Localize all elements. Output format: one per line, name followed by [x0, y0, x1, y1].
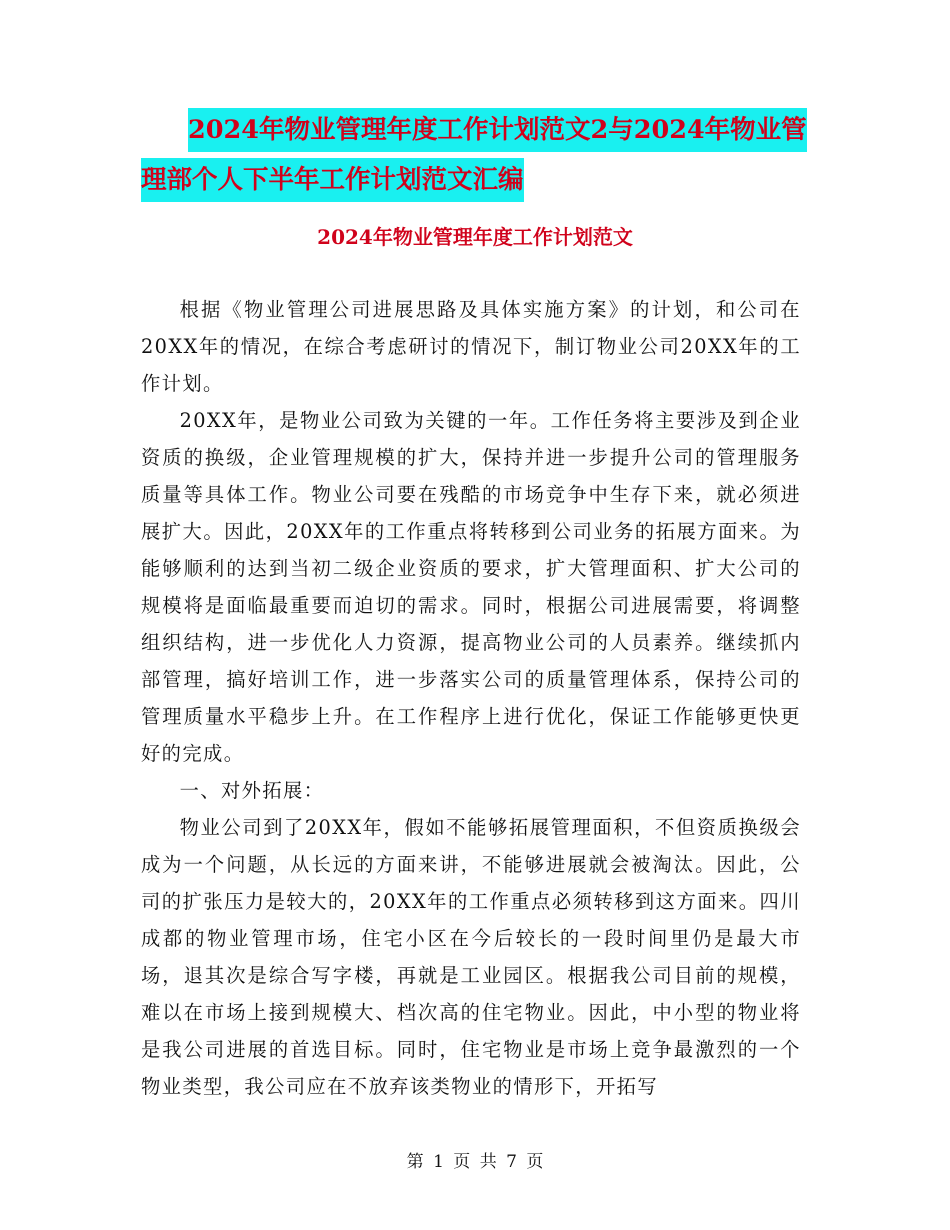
title-line-1: 2024年物业管理年度工作计划范文2与2024年物业管 [188, 108, 807, 152]
body-text [141, 291, 801, 1105]
page-footer: 第 1 页 共 7 页 [406, 1152, 544, 1172]
paragraph: 根据《物业管理公司进展思路及具体实施方案》的计划，和公司在20XX年的情况，在综合考虑研讨的情况下，制订物业公司20XX年的工作计划。 [141, 298, 801, 395]
paragraph: 物业公司到了20XX年，假如不能够拓展管理面积，不但资质换级会成为一个问题，从长远的方面来讲，不能够进展就会被淘汰。因此，公司的扩张压力是较大的，20XX年的工作重点必须转移到这方面来。四川成都的物业管理市场，住宅小区在今后较长的一段时间里仍是最大市场，退其次是综合写字楼，再就是工业园区。根据我公司目前的规模，难以在市场上接到规模大、档次高的住宅物业。因此，中小型的物业将是我公司进展的首选目标。同时，住宅物业是市场上竞争最激烈的一个物业类型，我公司应在不放弃该类物业的情形下，开拓写 [141, 816, 801, 1098]
document-title [0, 108, 950, 202]
section-heading: 2024年物业管理年度工作计划范文 [317, 225, 633, 249]
section-label: 一、对外拓展： [179, 779, 325, 802]
paragraph: 20XX年，是物业公司致为关键的一年。工作任务将主要涉及到企业资质的换级，企业管理规模的扩大，保持并进一步提升公司的管理服务质量等具体工作。物业公司要在残酷的市场竞争中生存下来，就必须进展扩大。因此，20XX年的工作重点将转移到公司业务的拓展方面来。为能够顺利的达到当初二级企业资质的要求，扩大管理面积、扩大公司的规模将是面临最重要而迫切的需求。同时，根据公司进展需要，将调整组织结构，进一步优化人力资源，提高物业公司的人员素养。继续抓内部管理，搞好培训工作，进一步落实公司的质量管理体系，保持公司的管理质量水平稳步上升。在工作程序上进行优化，保证工作能够更快更好的完成。 [141, 409, 801, 765]
title-line-2: 理部个人下半年工作计划范文汇编 [141, 158, 524, 202]
